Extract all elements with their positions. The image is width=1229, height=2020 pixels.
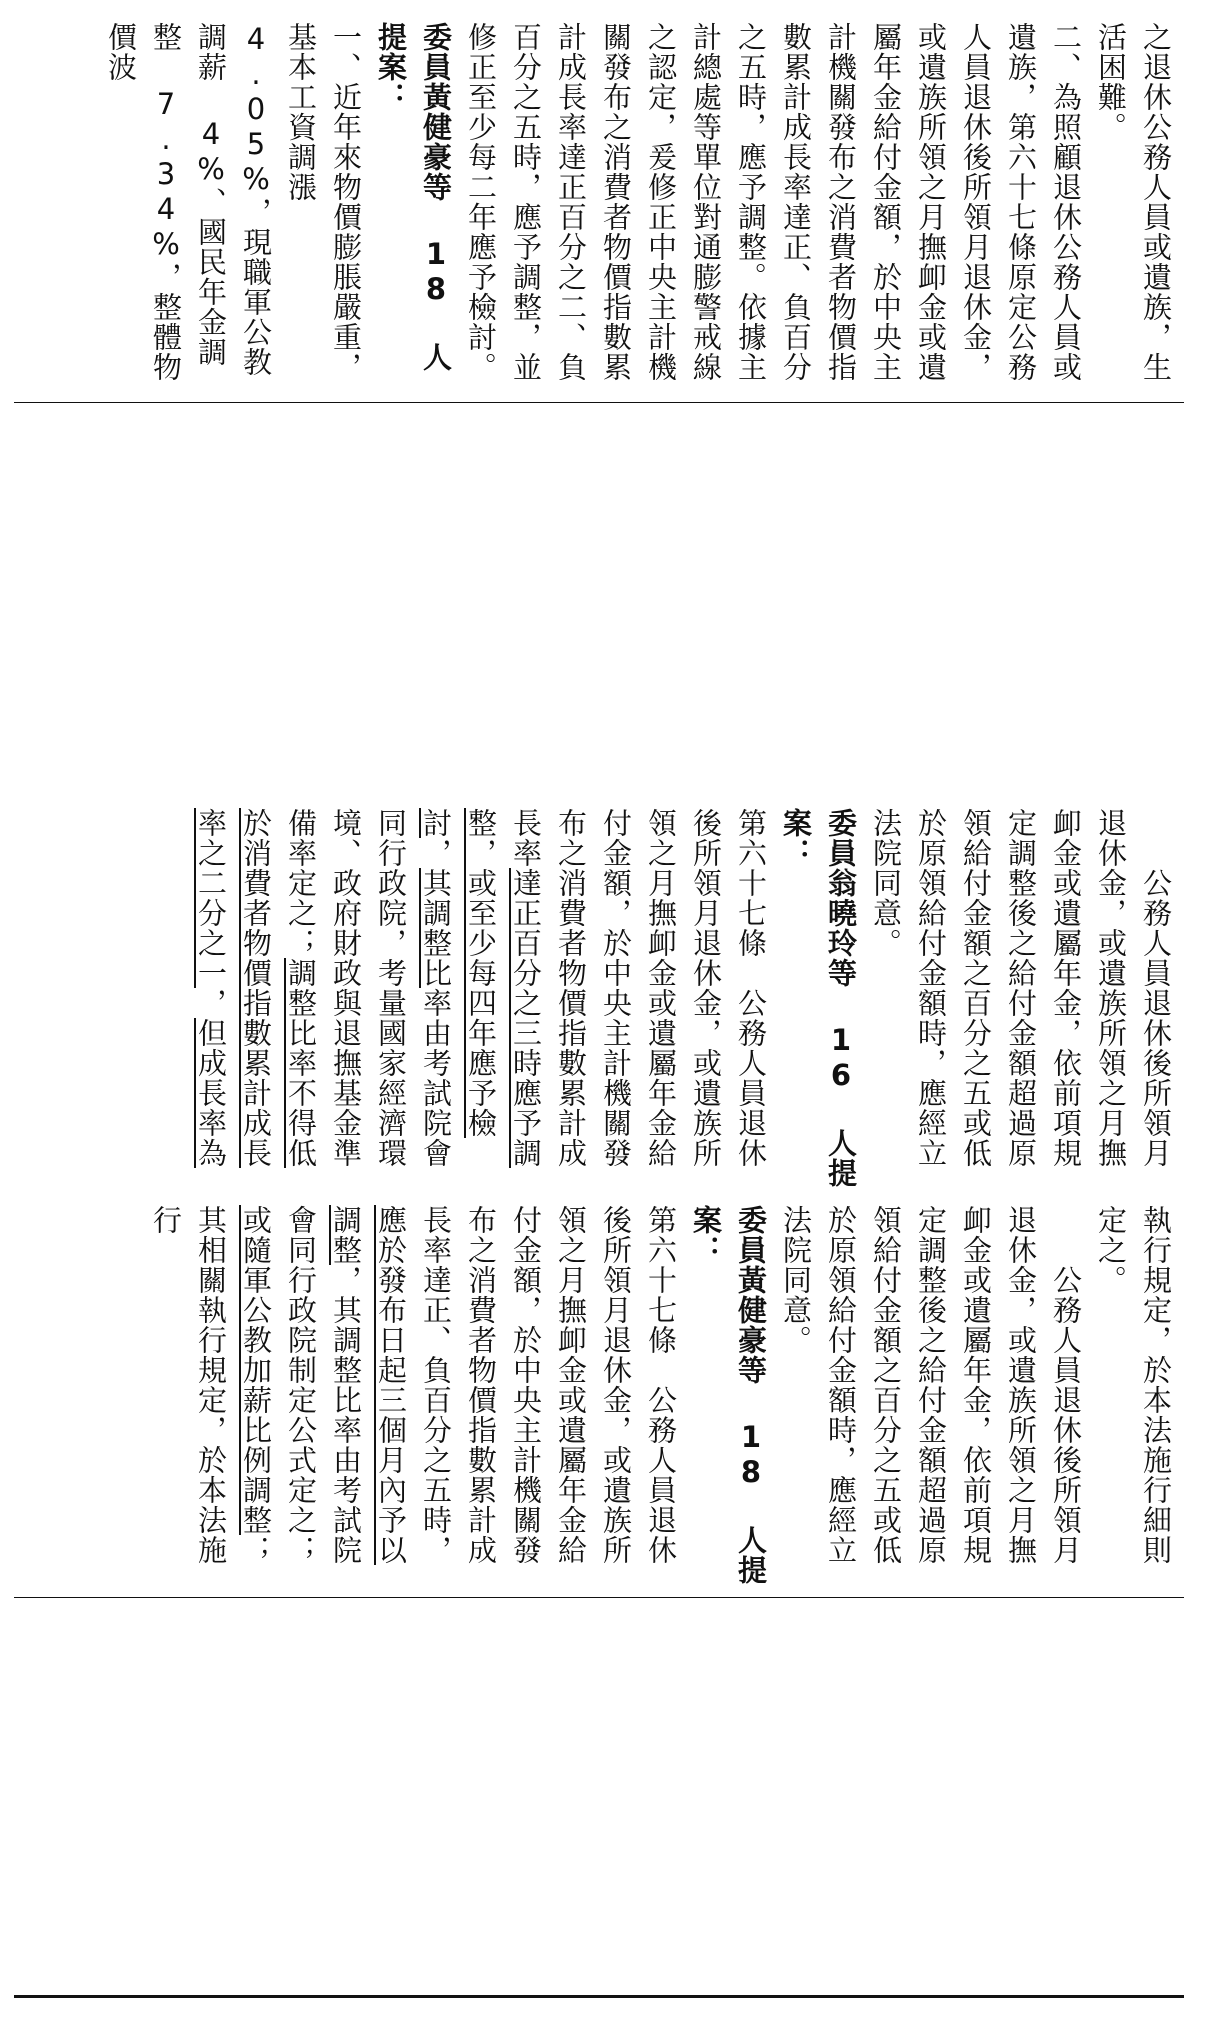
proposal-heading: 委員黃健豪等 18 人提案： (689, 1205, 768, 1585)
proposal-weng-cell (38, 808, 1178, 1193)
amended-text: 其調整比 (419, 868, 453, 988)
paragraph (188, 808, 773, 1193)
amended-text: 達正百分之三時應予調整，或至少每四年應予檢討 (419, 808, 543, 1168)
body-text: 二、為照顧退休公務人員或遺族，第六十七條原定公務人員退休後所領月退休金，或遺族所領之月撫卹金或遺屬年金給付金額，於中央主計機關發布之消費者物價指數累計成長率達正、負百分之五時，應予調整。依據主計總處等單位對通膨警戒線之認定，爰修正中央主計機關發布之消費者物價指數累計成長率達正百分之二、負百分之五時，應予調整，並修正至少每二年應予檢討。 (464, 22, 1083, 382)
body-text: 公務人員退休後所領月退休金，或遺族所領之月撫卹金或遺屬年金，依前項規定調整後之給付金額超過原領給付金額之百分之五或低於原領給付金額時，應經立法院同意。 (779, 1205, 1083, 1565)
table-rule-bottom (14, 1995, 1184, 1998)
body-text: ，其調整比率由考試院會同行政院制定公式定之； (284, 1205, 363, 1565)
body-text: 率由考試院會同行政院，考量國家經濟環境、政府財政與退撫基金準備率定之； (284, 808, 453, 1168)
paragraph (773, 808, 863, 1193)
amended-text: 或隨軍公教加薪比例調整 (239, 1205, 273, 1535)
body-text: ， (419, 838, 453, 868)
amended-text: 調整比率不得低於消費者物價指數累計成長率之二分之一 (194, 808, 318, 1168)
paragraph (458, 22, 1088, 382)
proposal-heading: 委員黃健豪等 18 人提案： (374, 22, 453, 372)
amended-text: 應於發布日起三個月內予以調整 (329, 1205, 408, 1565)
body-text: 第六十七條 公務人員退休後所領月退休金，或遺族所領之月撫卹金或遺屬年金給付金額，於中央主計機關發布之消費者物價指數累計成長率 (509, 808, 768, 1168)
paragraph (98, 22, 368, 382)
table-rule-middle (14, 1597, 1184, 1598)
paragraph (683, 1205, 773, 1585)
body-text: 公務人員退休後所領月退休金，或遺族所領之月撫卹金或遺屬年金，依前項規定調整後之給付金額超過原領給付金額之百分之五或低於原領給付金額時，應經立法院同意。 (869, 808, 1173, 1168)
body-text: 生活困難。 (1094, 22, 1173, 382)
paragraph (773, 1205, 1088, 1585)
body-text: ；其相關執行規定，於本法施行 (149, 1205, 273, 1565)
table-rule-top (14, 402, 1184, 403)
body-text: 一、近年來物價膨脹嚴重，基本工資調漲 4.05%，現職軍公教調薪 4%、國民年金調整 7.34%，整體物價波 (104, 22, 363, 382)
body-text: ， (194, 988, 228, 1018)
paragraph (368, 22, 458, 382)
paragraph (143, 1205, 683, 1585)
amended-text: 但成長率為 (194, 1018, 228, 1168)
paragraph (863, 808, 1178, 1193)
paragraph (1088, 1205, 1178, 1585)
body-text: 執行規定，於本法施行細則定之。 (1094, 1205, 1173, 1565)
body-text: 之退休公務人員或遺族， (1139, 22, 1173, 352)
paragraph (1088, 22, 1178, 382)
explanation-cell (38, 22, 1178, 382)
proposal-heading: 委員翁曉玲等 16 人提案： (779, 808, 858, 1188)
proposal-huang-cell (38, 1205, 1178, 1585)
body-text: 第六十七條 公務人員退休後所領月退休金，或遺族所領之月撫卹金或遺屬年金給付金額，於中央主計機關發布之消費者物價指數累計成長率達正、負百分之五時， (419, 1205, 678, 1565)
